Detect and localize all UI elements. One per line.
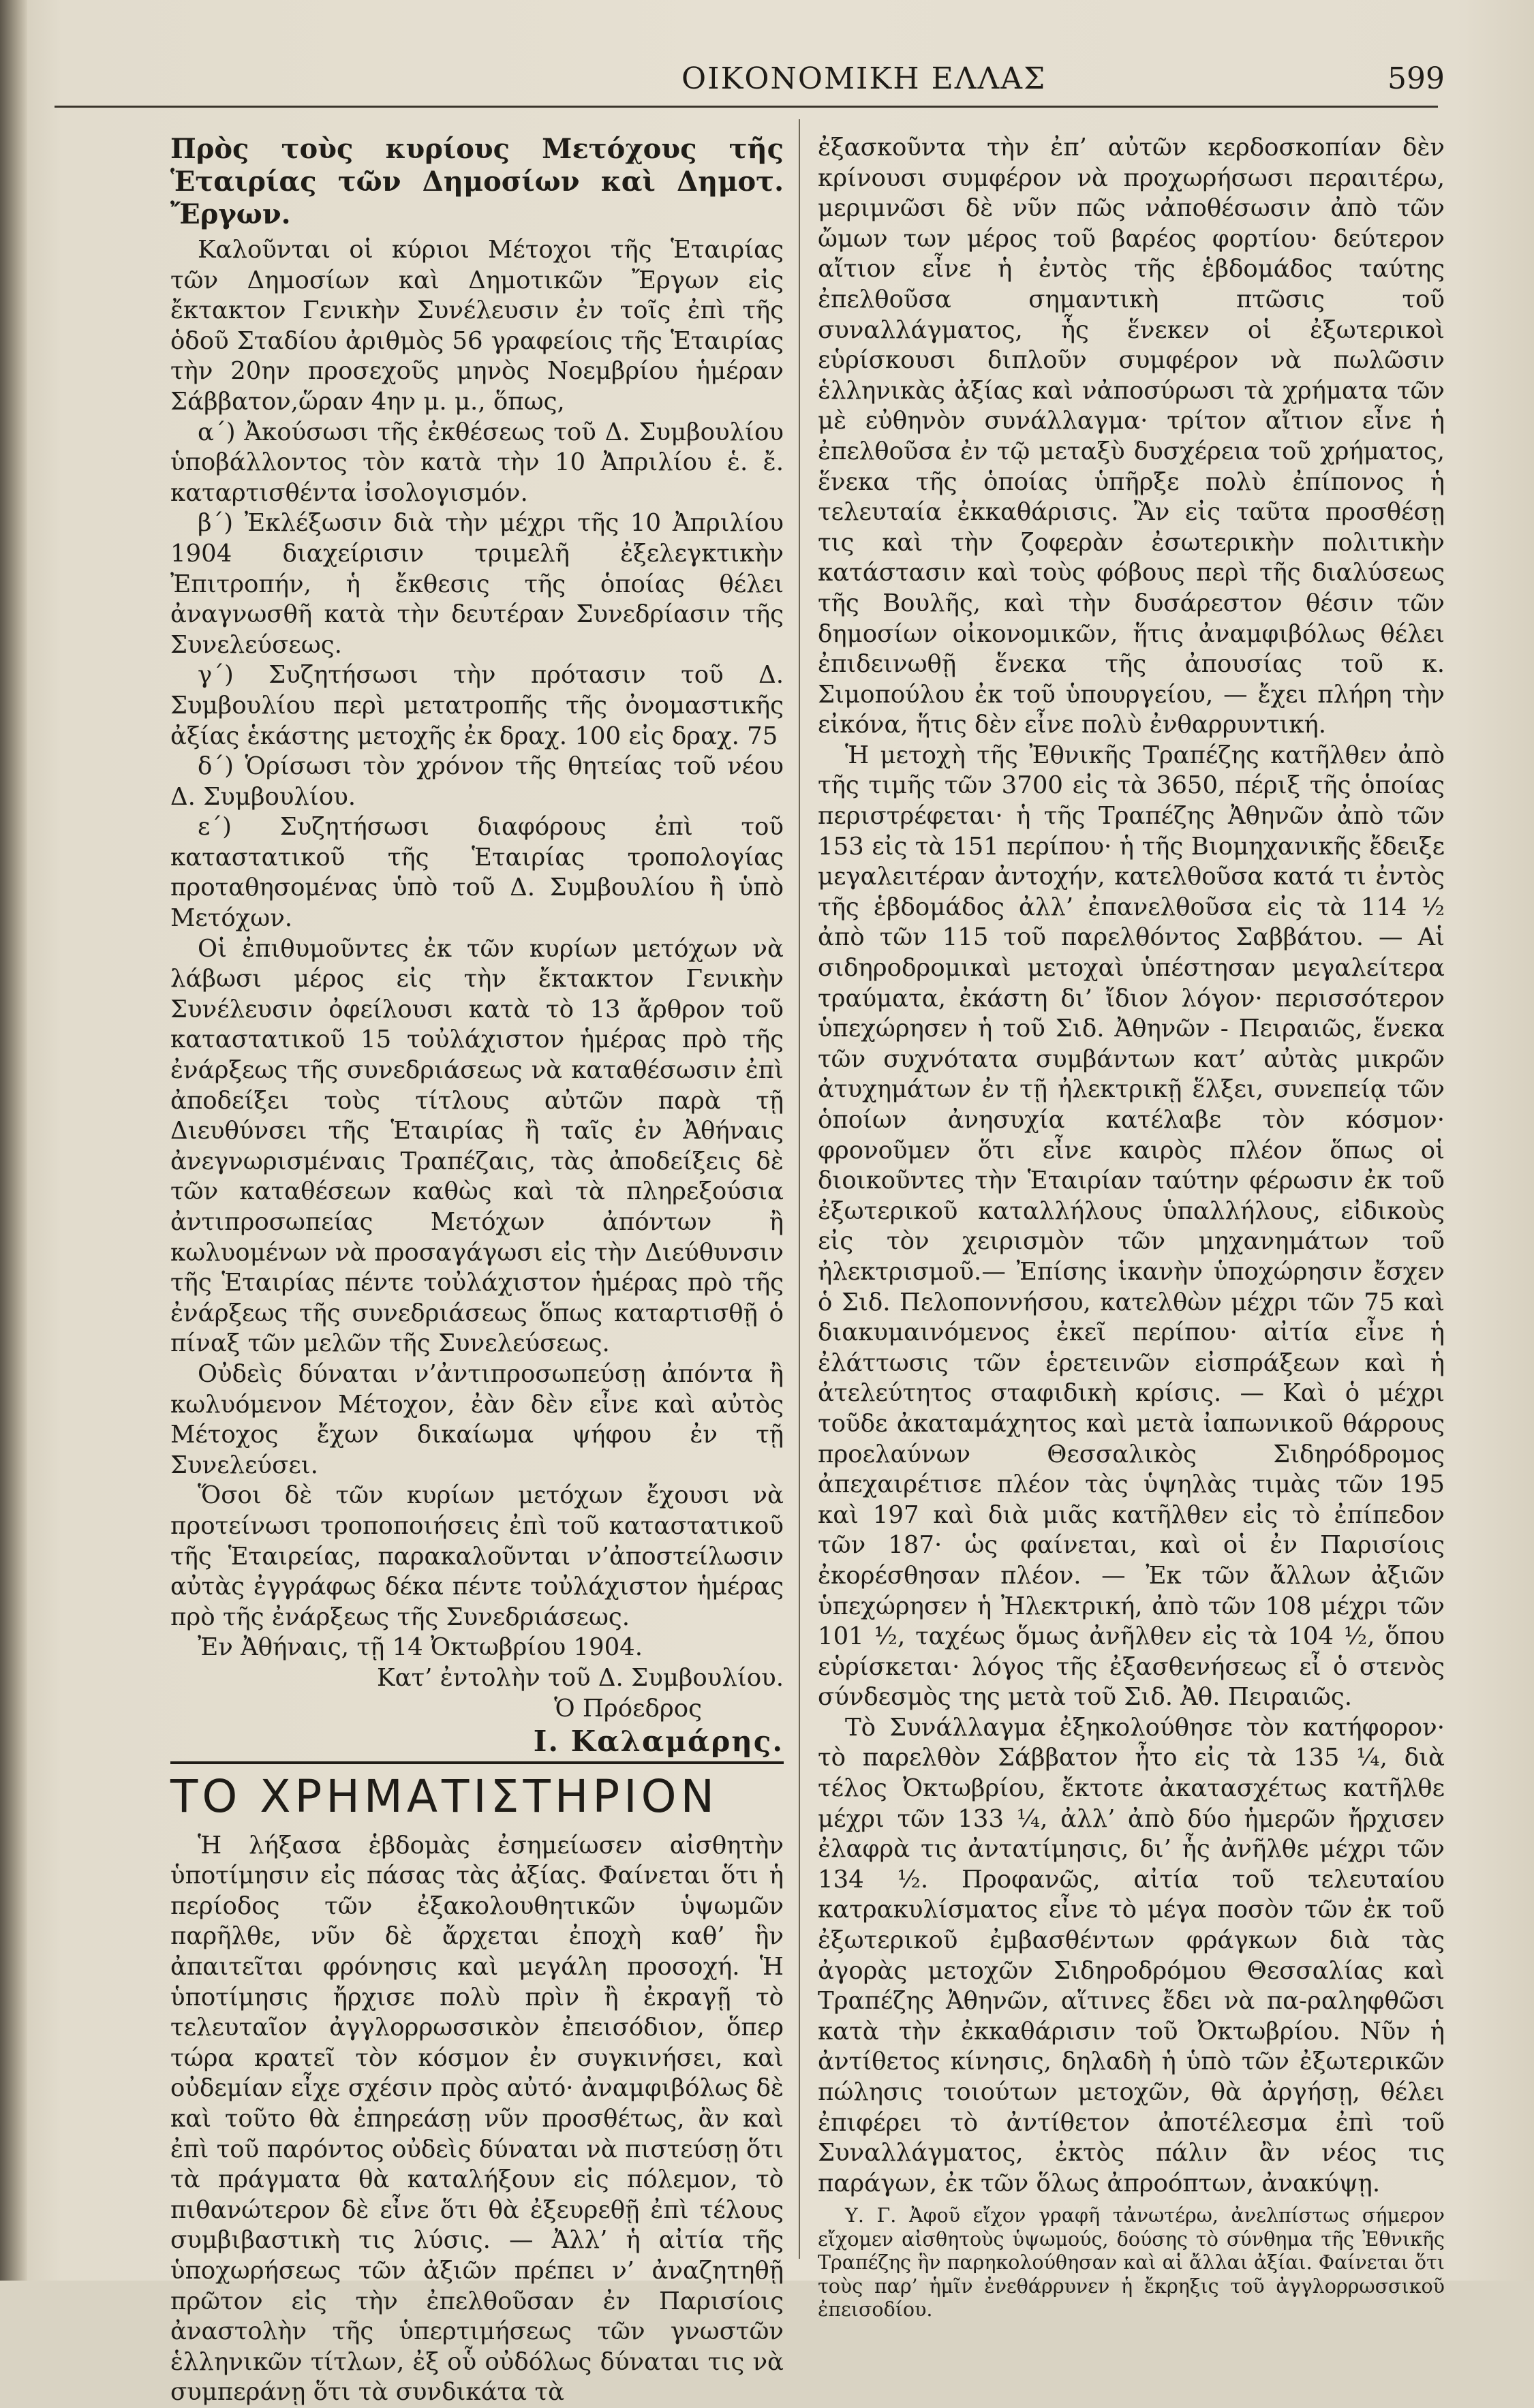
article-paragraph: Ἡ μετοχὴ τῆς Ἐθνικῆς Τραπέζης κατῆλθεν ἀπὸ τῆς τιμῆς τῶν 3700 εἰς τὰ 3650, πέριξ τῆς ὁποίας περιστρέφεται· ἡ τῆς Τραπέζης Ἀθηνῶν ἀπὸ τῶν 153 εἰς τὰ 151 περίπου· ἡ τῆς Βιομηχανικῆς ἔδειξε μεγαλειτέραν ἀντοχήν, κατελθοῦσα κατά τι ἐντὸς τῆς ἑβδομάδος ἀλλ’ ἐπανελθοῦσα εἰς τὰ 114 ½ ἀπὸ τῶν 115 τοῦ παρελθόντος Σαββάτου. — Αἱ σιδηροδρομικαὶ μετοχαὶ ὑπέστησαν μεγαλείτερα τραύματα, ἐκάστη δι’ ἴδιον λόγον· περισσότερον ὑπεχώρησεν ἡ τοῦ Σιδ. Ἀθηνῶν - Πειραιῶς, ἕνεκα τῶν συχνότατα συμβάντων κατ’ αὐτὰς μικρῶν ἀτυχημάτων ἐν τῇ ἠλεκτρικῇ ἕλξει, συνεπείᾳ τῶν ὁποίων ἀνησυχία κατέλαβε τὸν κόσμον· φρονοῦμεν ὅτι εἶνε καιρὸς πλέον ὅπως οἱ διοικοῦντες τὴν Ἑταιρίαν ταύτην φέρωσιν ἐκ τοῦ ἐξωτερικοῦ καταλλήλους ὑπαλλήλους, εἰδικοὺς εἰς τὸν χειρισμὸν τῶν μηχανημάτων τοῦ ἠλεκτρισμοῦ.— Ἐπίσης ἱκανὴν ὑποχώρησιν ἔσχεν ὁ Σιδ. Πελοποννήσου, κατελθὼν μέχρι τῶν 75 καὶ διακυμαινόμενος ἐκεῖ περίπου· αἰτία εἶνε ἡ ἐλάττωσις τῶν ἑρετεινῶν εἰσπράξεων καὶ ἡ ἀτελεύτητος σταφιδικὴ κρίσις. — Καὶ ὁ μέχρι τοῦδε ἀκαταμάχητος καὶ μετὰ ἰαπωνικοῦ θάρρους προελαύνων Θεσσαλικὸς Σιδηρόδρομος ἀπεχαιρέτισε πλέον τὰς ὑψηλὰς τιμὰς τῶν 195 καὶ 197 καὶ διὰ μιᾶς κατῆλθεν εἰς τὸ ἐπίπεδον τῶν 187· ὡς φαίνεται, καὶ οἱ ἐν Παρισίοις ἐκορέσθησαν πλέον. — Ἐκ τῶν ἄλλων ἀξιῶν ὑπεχώρησεν ἡ Ἠλεκτρική, ἀπὸ τῶν 108 μέχρι τῶν 101 ½, ταχέως ὅμως ἀνῆλθεν εἰς τὰ 104 ½, ὅπου εὑρίσκεται· λόγος τῆς ἐξασθενήσεως εἶ ὁ στενὸς σύνδεσμὸς της μετὰ τοῦ Σιδ. Ἀθ. Πειραιῶς.	[818, 741, 1445, 1712]
running-head	[41, 56, 1445, 104]
signature-title: Ὁ Πρόεδρος	[554, 1694, 702, 1723]
left-column	[170, 133, 784, 2407]
notice-item-beta: β΄) Ἐκλέξωσιν διὰ τὴν μέχρι τῆς 10 Ἀπριλίου 1904 διαχείρισιν τριμελῆ ἐξελεγκτικὴν Ἐπιτροπήν, ἡ ἔκθεσις τῆς ὁποίας θέλει ἀναγνωσθῆ κατὰ τὴν δευτέραν Συνεδρίασιν τῆς Συνελεύσεως.	[170, 509, 784, 659]
signature-line: Κατ’ ἐντολὴν τοῦ Δ. Συμβουλίου.	[377, 1663, 784, 1692]
notice-item-gamma: γ΄) Συζητήσωσι τὴν πρότασιν τοῦ Δ. Συμβουλίου περὶ μετατροπῆς τῆς ὀνομαστικῆς ἀξίας ἑκάστης μετοχῆς ἐκ δραχ. 100 εἰς δραχ. 75	[170, 661, 784, 750]
notice-paragraph: Ὅσοι δὲ τῶν κυρίων μετόχων ἔχουσι νὰ προτείνωσι τροποποιήσεις ἐπὶ τοῦ καταστατικοῦ τῆς Ἑταιρείας, παρακαλοῦνται ν’ἀποστείλωσιν αὐτὰς ἐγγράφως δέκα πέντε τοὐλάχιστον ἡμέρας πρὸ τῆς ἐνάρξεως τῆς Συνεδριάσεως.	[170, 1481, 784, 1631]
notice-paragraph: Οἱ ἐπιθυμοῦντες ἐκ τῶν κυρίων μετόχων νὰ λάβωσι μέρος εἰς τὴν ἔκτακτον Γενικὴν Συνέλευσιν ὀφείλουσι κατὰ τὸ 13 ἄρθρον τοῦ καταστατικοῦ 15 τοὐλάχιστον ἡμέρας πρὸ τῆς ἐνάρξεως τῆς συνεδριάσεως νὰ καταθέσωσιν ἐπὶ ἀποδείξει τοὺς τίτλους αὐτῶν παρὰ τῇ Διευθύνσει τῆς Ἑταιρίας ἢ ταῖς ἐν Ἀθήναις ἀνεγνωρισμέναις Τραπέζαις, τὰς ἀποδείξεις δὲ τῶν καταθέσεων καθὼς καὶ τὰ πληρεξούσια ἀντιπροσωπείας Μετόχων ἀπόντων ἢ κωλυομένων νὰ προσαγάγωσι εἰς τὴν Διεύθυνσιν τῆς Ἑταιρίας πέντε τοὐλάχιστον ἡμέρας πρὸ τῆς ἐνάρξεως τῆς συνεδριάσεως ὅπως καταρτισθῇ ὁ πίναξ τῶν μελῶν τῆς Συνελεύσεως.	[170, 934, 784, 1358]
page-binding-shadow	[0, 0, 27, 2281]
journal-title: ΟΙΚΟΝΟΜΙΚΗ ΕΛΛΑΣ	[681, 61, 1047, 96]
notice-item-alpha: α΄) Ἀκούσωσι τῆς ἐκθέσεως τοῦ Δ. Συμβουλίου ὑποβάλλοντος τὸν κατὰ τὴν 10 Ἀπριλίου ἑ. ἔ. καταρτισθέντα ἰσολογισμόν.	[170, 418, 784, 507]
header-rule	[55, 106, 1438, 108]
signature-name: Ι. Καλαμάρης.	[533, 1725, 784, 1759]
right-column	[818, 133, 1445, 2321]
page-number: 599	[1387, 61, 1445, 96]
notice-item-epsilon: ε΄) Συζητήσωσι διαφόρους ἐπὶ τοῦ καταστατικοῦ τῆς Ἑταιρίας τροπολογίας προταθησομένας ὑπὸ τοῦ Δ. Συμβουλίου ἢ ὑπὸ Μετόχων.	[170, 813, 784, 933]
column-divider	[799, 119, 800, 2259]
article-paragraph: Τὸ Συνάλλαγμα ἐξηκολούθησε τὸν κατήφορον· τὸ παρελθὸν Σάββατον ἦτο εἰς τὰ 135 ¼, διὰ τέλος Ὀκτωβρίου, ἔκτοτε ἀκατασχέτως κατῆλθε μέχρι τῶν 133 ¼, ἀλλ’ ἀπὸ δύο ἡμερῶν ἤρχισεν ἐλαφρὰ τις ἀντατίμησις, δι’ ἧς ἀνῆλθε μέχρι τῶν 134 ½. Προφανῶς, αἰτία τοῦ τελευταίου κατρακυλίσματος εἶνε τὸ μέγα ποσὸν τῶν ἐκ τοῦ ἐξωτερικοῦ ἐμβασθέντων φράγκων διὰ τὰς ἀγορὰς μετοχῶν Σιδηροδρόμου Θεσσαλίας καὶ Τραπέζης Ἀθηνῶν, αἵτινες ἔδει νὰ πα-ραληφθῶσι κατὰ τὴν ἐκκαθάρισιν τοῦ Ὀκτωβρίου. Νῦν ἡ ἀντίθετος κίνησις, δηλαδὴ ἡ ὑπὸ τῶν ἐξωτερικῶν πώλησις τοιούτων μετοχῶν, θὰ ἀργήσῃ, θέλει ἐπιφέρει τὸ ἀντίθετον ἀποτέλεσμα ἐπὶ τοῦ Συναλλάγματος, ἐκτὸς πάλιν ἂν νέος τις παράγων, ἐκ τῶν ὅλως ἀπροόπτων, ἀνακύψῃ.	[818, 1713, 1445, 2197]
notice-item-delta: δ΄) Ὁρίσωσι τὸν χρόνον τῆς θητείας τοῦ νέου Δ. Συμβουλίου.	[170, 752, 784, 811]
article-paragraph: Ἡ λήξασα ἑβδομὰς ἐσημείωσεν αἰσθητὴν ὑποτίμησιν εἰς πάσας τὰς ἀξίας. Φαίνεται ὅτι ἡ περίοδος τῶν ἐξακολουθητικῶν ὑψωμῶν παρῆλθε, νῦν δὲ ἄρχεται ἐποχὴ καθ’ ἣν ἀπαιτεῖται φρόνησις καὶ μεγάλη προσοχή. Ἡ ὑποτίμησις ἤρχισε πολὺ πρὶν ἢ ἐκραγῇ τὸ τελευταῖον ἀγγλορρωσσικὸν ἐπεισόδιον, ὅπερ τώρα κρατεῖ τὸν κόσμον ἐν συγκινήσει, καὶ οὐδεμίαν εἶχε σχέσιν πρὸς αὐτό· ἀναμφιβόλως δὲ καὶ τοῦτο θὰ ἐπηρεάσῃ νῦν προσθέτως, ἂν καὶ ἐπὶ τοῦ παρόντος οὐδεὶς δύναται νὰ πιστεύσῃ ὅτι τὰ πράγματα θὰ καταλήξουν εἰς πόλεμον, τὸ πιθανώτερον δὲ εἶνε ὅτι θὰ ἐξευρεθῇ ἐπὶ τέλους συμβιβαστικὴ τις λύσις. — Ἀλλ’ ἡ αἰτία τῆς ὑποχωρήσεως τῶν ἀξιῶν πρέπει ν’ ἀναζητηθῇ πρῶτον εἰς τὴν ἐπελθοῦσαν ἐν Παρισίοις ἀναστολὴν τῆς ὑπερτιμήσεως τῶν γνωστῶν ἑλληνικῶν τίτλων, ἐξ οὗ οὐδόλως δύναται τις νὰ συμπεράνῃ ὅτι τὰ συνδικάτα τὰ	[170, 1831, 784, 2407]
notice-paragraph: Καλοῦνται οἱ κύριοι Μέτοχοι τῆς Ἑταιρίας τῶν Δημοσίων καὶ Δημοτικῶν Ἔργων εἰς ἔκτακτον Γενικὴν Συνέλευσιν ἐν τοῖς ἐπὶ τῆς ὁδοῦ Σταδίου ἀριθμὸς 56 γραφείοις τῆς Ἑταιρίας τὴν 20ην προσεχοῦς μηνὸς Νοεμβρίου ἡμέραν Σάββατον,ὥραν 4ην μ. μ., ὅπως,	[170, 236, 784, 416]
postscript-note: Υ. Γ. Ἀφοῦ εἴχον γραφῆ τἀνωτέρω, ἀνελπίστως σήμερον εἴχομεν αἰσθητοὺς ὑψωμούς, δούσης τὸ σύνθημα τῆς Ἐθνικῆς Τραπέζης ἣν παρηκολούθησαν καὶ αἱ ἄλλαι ἀξίαι. Φαίνεται ὅτι τοὺς παρ’ ἡμῖν ἐνεθάρρυνεν ἡ ἔκρηξις τοῦ ἀγγλορρωσσικοῦ ἐπεισοδίου.	[818, 2204, 1445, 2321]
notice-paragraph: Οὐδεὶς δύναται ν’ἀντιπροσωπεύσῃ ἀπόντα ἢ κωλυόμενον Μέτοχον, ἐὰν δὲν εἶνε καὶ αὐτὸς Μέτοχος ἔχων δικαίωμα ψήφου ἐν τῇ Συνελεύσει.	[170, 1359, 784, 1479]
notice-title: Πρὸς τοὺς κυρίους Μετόχους τῆς Ἑταιρίας τῶν Δημοσίων καὶ Δημοτ. Ἔργων.	[170, 133, 784, 230]
section-title: ΤΟ ΧΡΗΜΑΤΙΣΤΗΡΙΟΝ	[170, 1761, 784, 1824]
notice-date: Ἐν Ἀθήναις, τῇ 14 Ὀκτωβρίου 1904.	[198, 1633, 643, 1662]
article-paragraph: ἐξασκοῦντα τὴν ἐπ’ αὐτῶν κερδοσκοπίαν δὲν κρίνουσι συμφέρον νὰ προχωρήσωσι περαιτέρω, μεριμνῶσι δὲ νῦν πῶς νἀποθέσωσιν ἀπὸ τῶν ὤμων των μέρος τοῦ βαρέος φορτίου· δεύτερον αἴτιον εἶνε ἡ ἐντὸς τῆς ἑβδομάδος ταύτης ἐπελθοῦσα σημαντικὴ πτῶσις τοῦ συναλλάγματος, ἧς ἕνεκεν οἱ ἐξωτερικοὶ εὑρίσκουσι διπλοῦν συμφέρον νὰ πωλῶσιν ἑλληνικὰς ἀξίας καὶ νἀποσύρωσι τὰ χρήματα τῶν μὲ εὐθηνὸν συνάλλαγμα· τρίτον αἴτιον εἶνε ἡ ἐπελθοῦσα ἐν τῷ μεταξὺ δυσχέρεια τοῦ χρήματος, ἕνεκα τῆς ὁποίας ὑπῆρξε πολὺ ἐπίπονος ἡ τελευταία ἐκκαθάρισις. Ἂν εἰς ταῦτα προσθέσῃ τις καὶ τὴν ζοφερὰν ἐσωτερικὴν πολιτικὴν κατάστασιν καὶ τοὺς φόβους περὶ τῆς διαλύσεως τῆς Βουλῆς, καὶ τὴν δυσάρεστον θέσιν τῶν δημοσίων οἰκονομικῶν, ἥτις ἀναμφιβόλως θέλει ἐπιδεινωθῇ ἕνεκα τῆς ἀπουσίας τοῦ κ. Σιμοπούλου ἐκ τοῦ ὑπουργείου, — ἔχει πλήρη τὴν εἰκόνα, ἥτις δὲν εἶνε πολὺ ἐνθαρρυντική.	[818, 134, 1445, 739]
